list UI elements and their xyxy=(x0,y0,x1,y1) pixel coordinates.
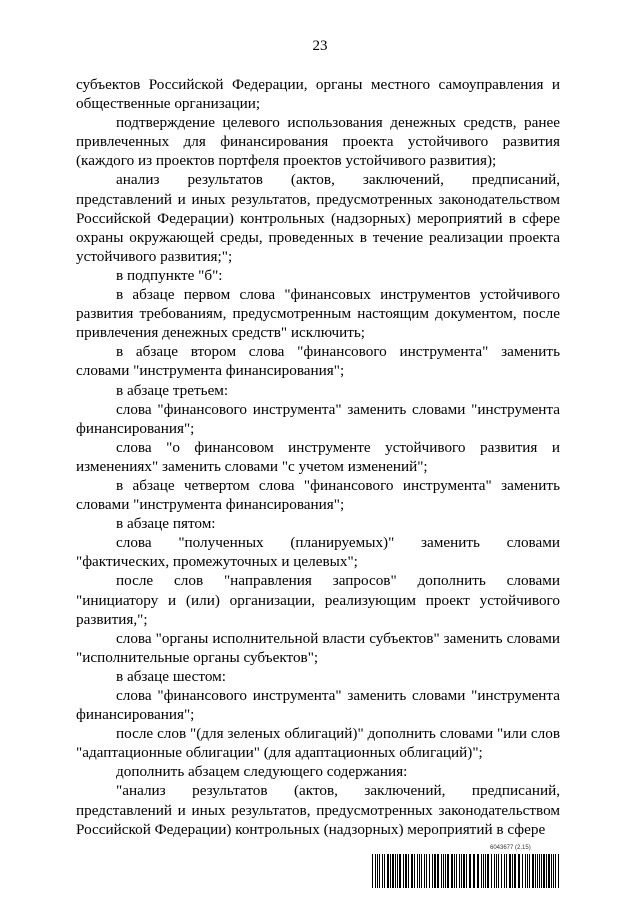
paragraph: слова "о финансовом инструменте устойчивого развития и изменениях" заменить словами "с учетом изменений"; xyxy=(76,438,560,475)
barcode-icon xyxy=(372,854,562,888)
paragraph: после слов "(для зеленых облигаций)" дополнить словами "или слов "адаптационные облигации" (для адаптационных облигаций)"; xyxy=(76,725,560,762)
barcode-caption: 6043677 (2.15) xyxy=(490,845,531,851)
paragraph: в абзаце втором слова "финансового инструмента" заменить словами "инструмента финансирования"; xyxy=(76,343,560,380)
barcode-block xyxy=(372,845,562,891)
paragraph: анализ результатов (актов, заключений, предписаний, представлений и иных результатов, предусмотренных законодательством Российской Федерации) контрольных (надзорных) мероприятий в сфере охраны окружающей среды, проведенных в течение реализации проекта устойчивого развития;"; xyxy=(76,171,560,265)
paragraph: подтверждение целевого использования денежных средств, ранее привлеченных для финансирования проекта устойчивого развития (каждого из проектов портфеля проектов устойчивого развития); xyxy=(76,114,560,170)
document-body xyxy=(76,75,560,839)
paragraph: в подпункте "б": xyxy=(116,266,223,284)
paragraph: в абзаце шестом: xyxy=(116,667,226,685)
paragraph: в абзаце первом слова "финансовых инструментов устойчивого развития требованиям, предусмотренным настоящим документом, после привлечения денежных средств" исключить; xyxy=(76,286,560,342)
paragraph: слова "органы исполнительной власти субъектов" заменить словами "исполнительные органы субъектов"; xyxy=(76,629,560,666)
paragraph: субъектов Российской Федерации, органы местного самоуправления и общественные организации; xyxy=(76,76,560,113)
paragraph: слова "финансового инструмента" заменить словами "инструмента финансирования"; xyxy=(76,687,560,724)
paragraph: после слов "направления запросов" дополнить словами "инициатору и (или) организации, реализующим проект устойчивого развития,"; xyxy=(76,572,560,628)
page-number: 23 xyxy=(312,38,328,54)
paragraph: в абзаце пятом: xyxy=(116,515,216,533)
paragraph: слова "финансового инструмента" заменить словами "инструмента финансирования"; xyxy=(76,400,560,437)
paragraph: слова "полученных (планируемых)" заменить словами "фактических, промежуточных и целевых"; xyxy=(76,534,560,571)
paragraph: "анализ результатов (актов, заключений, предписаний, представлений и иных результатов, предусмотренных законодательством Российской Федерации) контрольных (надзорных) мероприятий в сфере xyxy=(76,782,560,838)
paragraph: дополнить абзацем следующего содержания: xyxy=(116,763,408,781)
paragraph: в абзаце третьем: xyxy=(116,381,229,399)
paragraph: в абзаце четвертом слова "финансового инструмента" заменить словами "инструмента финансирования"; xyxy=(76,476,560,514)
